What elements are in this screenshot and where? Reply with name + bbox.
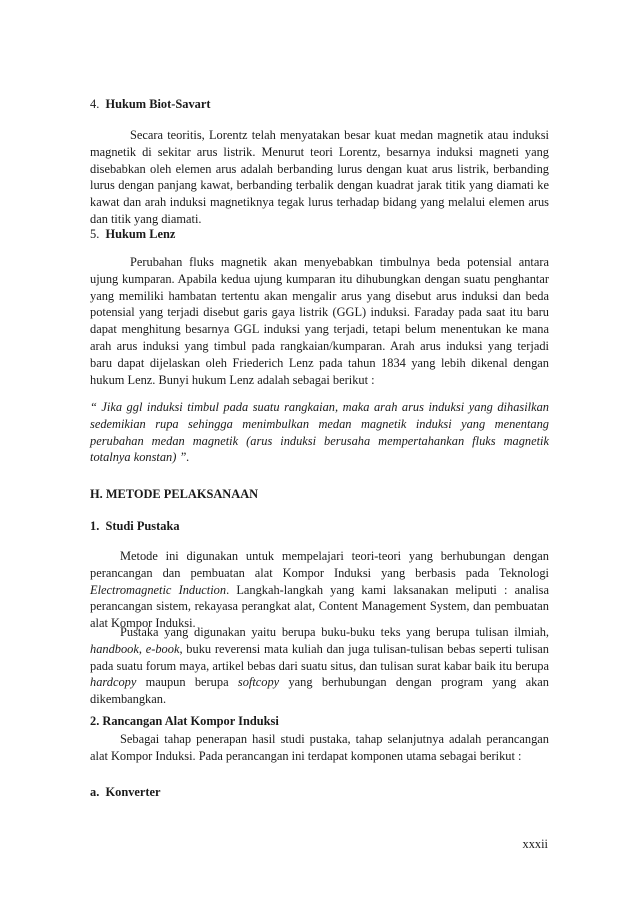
heading-title: Studi Pustaka (105, 519, 180, 533)
heading-metode-pelaksanaan: H. METODE PELAKSANAAN (90, 487, 259, 501)
text-run: maupun berupa (136, 675, 238, 690)
paragraph-biot-savart: Secara teoritis, Lorentz telah menyatakan besar kuat medan magnetik atau induksi magnetik di sekitar arus listrik. Menurut teori Lorentz, besarnya induksi magneti yang disebabkan oleh elemen arus adalah berbanding lurus dengan kuat arus listrik, berbanding lurus dengan panjang kawat, berbanding terbalik dengan kuadrat jarak titik yang diamati ke kawat dan arah induksi magnetiknya tegak lurus terhadap bidang yang melalui elemen arus dan titik yang diamati. (90, 128, 549, 226)
paragraph-lenz: Perubahan fluks magnetik akan menyebabkan timbulnya beda potensial antara ujung kumparan. Apabila kedua ujung kumparan itu dihubungkan dengan suatu penghantar yang memiliki hambatan tertentu akan mengalir arus yang disebut arus induksi dan beda potensial yang terjadi disebut garis gaya listrik (GGL) induksi. Faraday pada saat itu baru dapat menghitung besarnya GGL induksi yang terjadi, tetapi belum menentukan ke mana arah arus induksi yang timbul pada rangkaian/kumparan. Arah arus induksi yang terjadi baru dapat dijelaskan oleh Friederich Lenz pada tahun 1834 yang lebih dikenal dengan hukum Lenz. Bunyi hukum Lenz adalah sebagai berikut : (90, 255, 549, 387)
heading-number: 1. (90, 519, 100, 533)
heading-biot-savart (90, 96, 211, 113)
text-run-italic: e-book (145, 641, 180, 656)
heading-number: 4. (90, 97, 100, 111)
heading-title: Hukum Biot-Savart (105, 97, 211, 111)
text-run: yang berhubungan dengan program yang akan dikembangkan. (90, 675, 549, 707)
text-run: . Langkah-langkah yang kami laksanakan meliputi : analisa perancangan sistem, rekayasa perangkat alat, Content Management System, dan pembuatan alat Kompor Induksi. (90, 582, 550, 631)
text-run-italic: hardcopy (90, 675, 137, 690)
heading-studi-pustaka (90, 518, 180, 535)
heading-title: Hukum Lenz (105, 227, 176, 241)
heading-number: a. (90, 785, 100, 799)
text-run-italic: softcopy (237, 675, 280, 690)
heading-rancangan-alat: 2. Rancangan Alat Kompor Induksi (90, 714, 279, 728)
text-run: , buku reverensi mata kuliah dan juga tulisan-tulisan bebas seperti tulisan pada suatu forum maya, artikel bebas dari suatu situs, dan tulisan surat kabar baik itu berupa (90, 641, 549, 673)
quote-lenz: “ Jika ggl induksi timbul pada suatu rangkaian, maka arah arus induksi yang dihasilkan sedemikian rupa sehingga menimbulkan medan magnetik induksi yang menentang perubahan medan magnetik (arus induksi berusaha mempertahankan fluks magnetik totalnya konstan) ”. (90, 400, 549, 465)
heading-number: 5. (90, 227, 100, 241)
heading-konverter (90, 784, 161, 801)
heading-title: Konverter (105, 785, 161, 799)
paragraph-studi-pustaka-2 (90, 624, 549, 708)
text-run: , (138, 641, 146, 656)
page-number: xxxii (522, 837, 548, 851)
text-run: Metode ini digunakan untuk mempelajari teori-teori yang berhubungan dengan perancangan dan pembuatan alat Kompor Induksi yang berbasis pada Teknologi (90, 549, 549, 580)
heading-lenz (90, 226, 175, 243)
text-run-italic: Electromagnetic Induction (90, 582, 227, 597)
paragraph-studi-pustaka-1 (90, 548, 549, 632)
text-run-italic: handbook (90, 641, 139, 656)
text-run: Pustaka yang digunakan yaitu berupa buku-buku teks yang berupa tulisan ilmiah, (120, 625, 549, 639)
paragraph-rancangan-alat: Sebagai tahap penerapan hasil studi pustaka, tahap selanjutnya adalah perancangan alat Kompor Induksi. Pada perancangan ini terdapat komponen utama sebagai berikut : (90, 732, 549, 763)
